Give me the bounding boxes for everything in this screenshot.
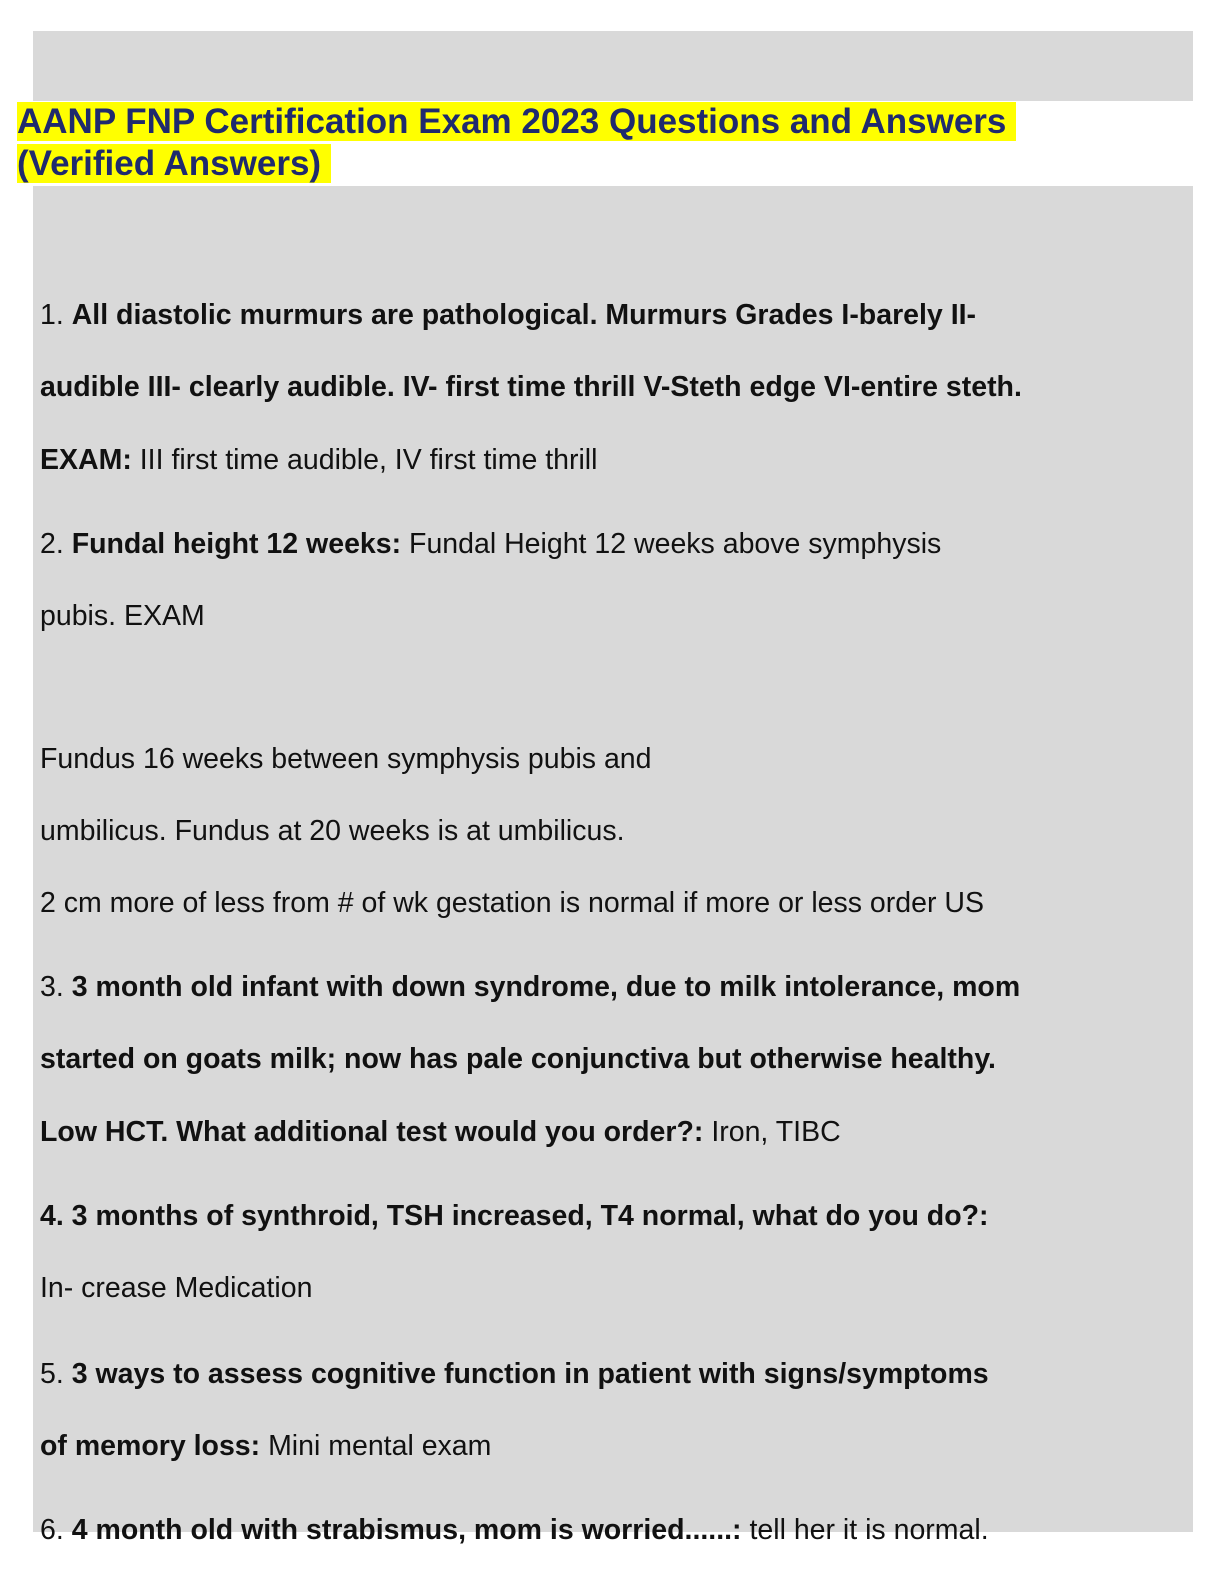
q2-line-1	[40, 526, 941, 562]
q6-answer: tell her it is normal.	[749, 1514, 989, 1546]
q4-question: 4. 3 months of synthroid, TSH increased, T4 normal, what do you do?:	[40, 1200, 989, 1232]
q1-line-3	[40, 442, 597, 478]
q3-question-part-2: started on goats milk; now has pale conjunctiva but otherwise healthy.	[40, 1043, 996, 1075]
q2-line-4	[40, 813, 625, 849]
q1-question-part-3: EXAM:	[40, 444, 132, 476]
q5-number: 5.	[40, 1358, 64, 1390]
q2-answer-part-1: Fundal Height 12 weeks above symphysis	[409, 528, 942, 560]
q3-line-3	[40, 1114, 841, 1150]
q1-number: 1.	[40, 299, 64, 331]
q3-line-1	[40, 969, 1020, 1005]
q2-question: Fundal height 12 weeks:	[71, 528, 402, 560]
q5-question-part-2: of memory loss:	[40, 1430, 261, 1462]
q6-question: 4 month old with strabismus, mom is worried......:	[71, 1514, 742, 1546]
q1-answer: III first time audible, IV first time thrill	[139, 444, 598, 476]
q2-line-2	[40, 598, 205, 634]
q3-answer: Iron, TIBC	[711, 1116, 841, 1148]
q6-number: 6.	[40, 1514, 64, 1546]
q5-question-part-1: 3 ways to assess cognitive function in patient with signs/symptoms	[71, 1358, 989, 1390]
q4-line-2	[40, 1270, 312, 1306]
q1-question-part-2: audible III- clearly audible. IV- first time thrill V-Steth edge VI-entire steth.	[40, 371, 1022, 403]
q4-answer: In- crease Medication	[40, 1272, 313, 1304]
q5-answer: Mini mental exam	[268, 1430, 492, 1462]
q3-line-2	[40, 1041, 996, 1077]
title-line-2: (Verified Answers)	[17, 144, 331, 183]
q2-answer-part-5: 2 cm more of less from # of wk gestation is normal if more or less order US	[40, 887, 984, 919]
q2-answer-part-2: pubis. EXAM	[40, 600, 205, 632]
q5-line-2	[40, 1428, 491, 1464]
q5-line-1	[40, 1356, 989, 1392]
q2-answer-part-3: Fundus 16 weeks between symphysis pubis and	[40, 743, 652, 775]
q2-line-5	[40, 885, 984, 921]
page-header-band	[33, 31, 1193, 101]
q2-answer-part-4: umbilicus. Fundus at 20 weeks is at umbilicus.	[40, 815, 625, 847]
q3-question-part-3: Low HCT. What additional test would you order?:	[40, 1116, 704, 1148]
q1-line-1	[40, 297, 976, 333]
q6-line-1	[40, 1512, 989, 1548]
q1-question-part-1: All diastolic murmurs are pathological. Murmurs Grades I-barely II-	[71, 299, 977, 331]
q3-question-part-1: 3 month old infant with down syndrome, due to milk intolerance, mom	[71, 971, 1021, 1003]
title-line-1: AANP FNP Certification Exam 2023 Questions and Answers	[17, 102, 1016, 141]
q3-number: 3.	[40, 971, 64, 1003]
document-title	[17, 101, 1016, 185]
q2-number: 2.	[40, 528, 64, 560]
q4-line-1	[40, 1198, 989, 1234]
q2-line-3	[40, 741, 652, 777]
q1-line-2	[40, 369, 1022, 405]
